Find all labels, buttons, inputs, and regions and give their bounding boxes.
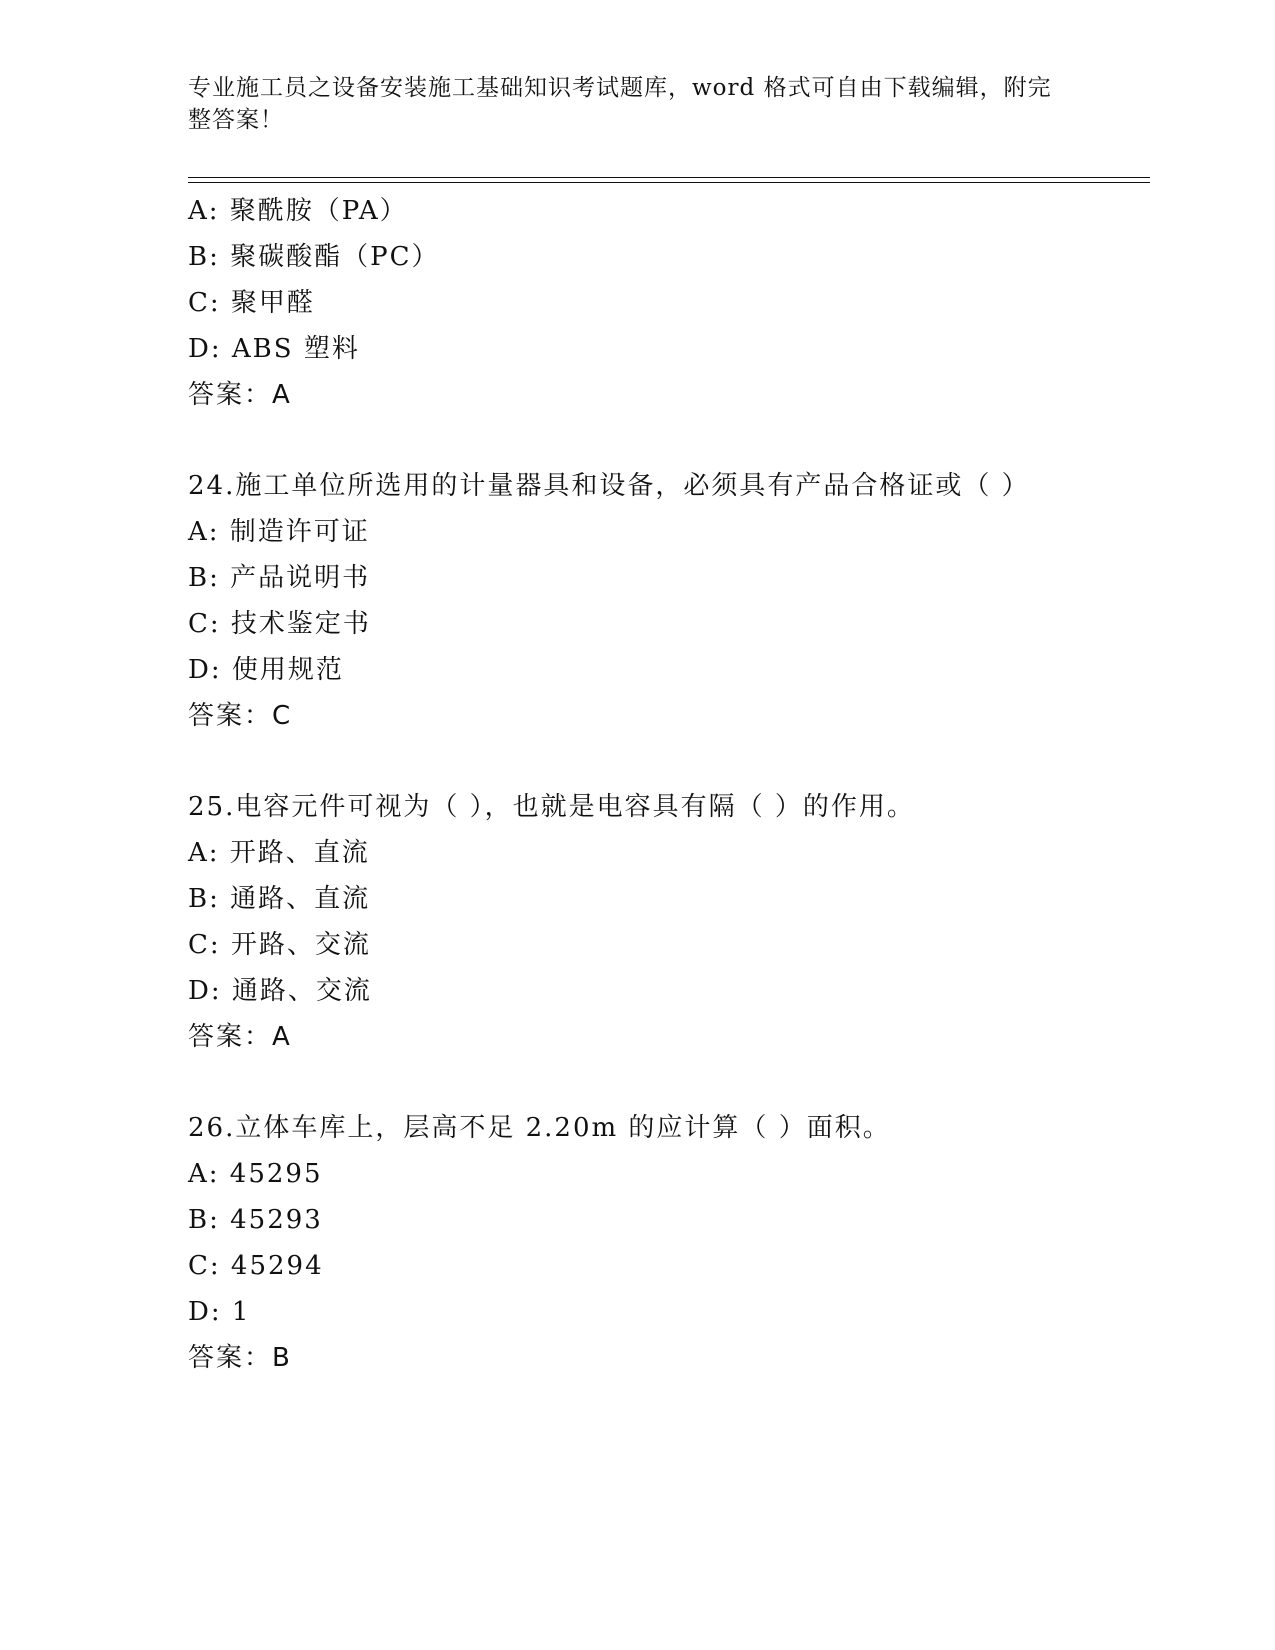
header-line-2: 整答案！ [188, 107, 284, 133]
option-a: A: 制造许可证 [188, 517, 370, 547]
answer-line: 答案：A [188, 1022, 292, 1052]
option-c: C: 聚甲醛 [188, 288, 315, 318]
option-b: B: 产品说明书 [188, 563, 371, 593]
option-d: D: 使用规范 [188, 655, 344, 685]
option-b: B: 通路、直流 [188, 884, 371, 914]
question-25 [188, 784, 1148, 1060]
option-d: D: 通路、交流 [188, 976, 372, 1006]
question-23 [188, 188, 1148, 418]
option-a: A: 45295 [188, 1159, 323, 1189]
option-a: A: 开路、直流 [188, 838, 370, 868]
option-b: B: 聚碳酸酯（PC） [188, 242, 440, 272]
question-text: 24.施工单位所选用的计量器具和设备，必须具有产品合格证或（ ） [188, 471, 1030, 501]
header-divider-bottom [188, 182, 1150, 183]
question-26 [188, 1105, 1148, 1381]
spacer [188, 739, 1148, 784]
answer-line: 答案：C [188, 701, 293, 731]
header-divider-top [188, 177, 1150, 178]
answer-line: 答案：B [188, 1343, 292, 1373]
option-d: D: 1 [188, 1297, 251, 1327]
option-c: C: 45294 [188, 1251, 324, 1281]
question-list [188, 188, 1148, 1381]
question-text: 26.立体车库上，层高不足 2.20m 的应计算（ ）面积。 [188, 1113, 891, 1143]
option-d: D: ABS 塑料 [188, 334, 360, 364]
option-a: A: 聚酰胺（PA） [188, 196, 408, 226]
header-line-1: 专业施工员之设备安装施工基础知识考试题库，word 格式可自由下载编辑，附完 [188, 75, 1052, 101]
answer-line: 答案：A [188, 380, 292, 410]
option-c: C: 开路、交流 [188, 930, 371, 960]
option-b: B: 45293 [188, 1205, 323, 1235]
option-c: C: 技术鉴定书 [188, 609, 371, 639]
question-24 [188, 463, 1148, 739]
question-text: 25.电容元件可视为（ ），也就是电容具有隔（ ）的作用。 [188, 792, 915, 822]
spacer [188, 418, 1148, 463]
spacer [188, 1060, 1148, 1105]
document-header [188, 72, 1068, 136]
